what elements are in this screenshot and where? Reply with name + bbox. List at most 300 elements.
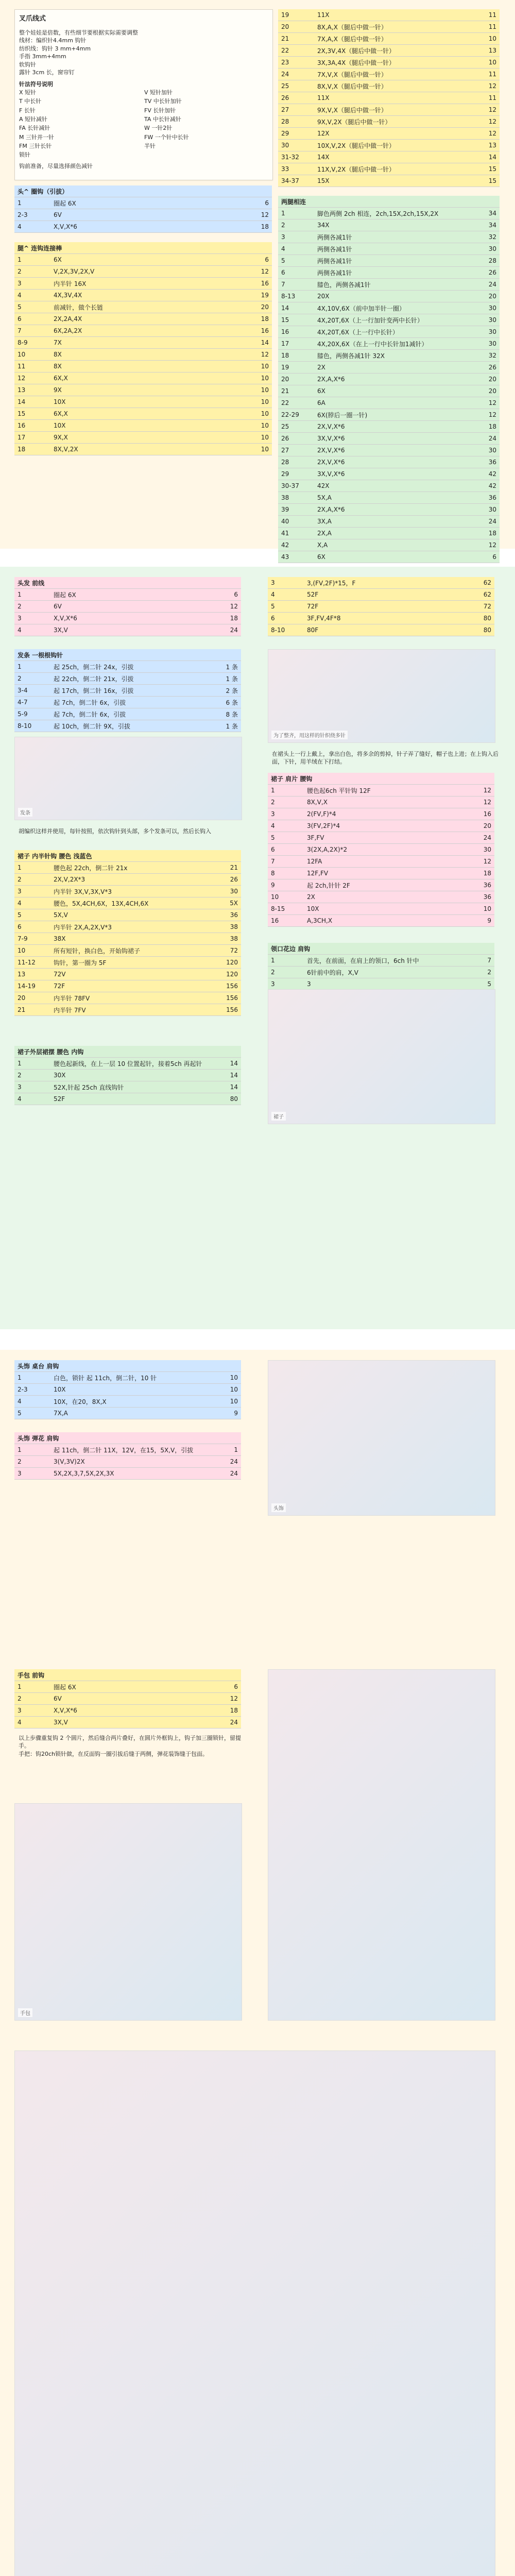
row-count-cell: 24 bbox=[488, 281, 496, 288]
abbr-item: FW 一个针中长针 bbox=[144, 133, 189, 141]
row-number-cell: 2 bbox=[18, 1072, 22, 1079]
row-count-cell: 30 bbox=[488, 328, 496, 335]
photo-bag bbox=[14, 1803, 242, 2021]
row-count-cell: 1 bbox=[234, 1446, 238, 1453]
table-row bbox=[14, 337, 272, 349]
table-flower bbox=[14, 1432, 241, 1480]
row-instruction-cell: 起 11ch，倒二针 11X，12V，在15，5X,V，引拔 bbox=[54, 1446, 194, 1454]
row-number-cell: 20 bbox=[18, 994, 26, 1002]
row-number-cell: 21 bbox=[281, 387, 289, 395]
row-count-cell: 18 bbox=[230, 615, 238, 622]
row-count-cell: 62 bbox=[483, 579, 491, 586]
row-instruction-cell: 42X bbox=[317, 482, 330, 489]
row-number-cell: 10 bbox=[18, 351, 26, 358]
row-instruction-cell: 内半针 16X bbox=[54, 280, 87, 287]
table-row bbox=[278, 385, 500, 397]
table-row bbox=[14, 1384, 241, 1396]
row-number-cell: 6 bbox=[18, 923, 22, 930]
row-count-cell: 6 bbox=[265, 256, 269, 263]
row-number-cell: 14 bbox=[281, 304, 289, 312]
table-row bbox=[14, 278, 272, 290]
table-row bbox=[14, 209, 272, 221]
row-number-cell: 2 bbox=[18, 876, 22, 883]
table-row bbox=[278, 362, 500, 374]
row-count-cell: 11 bbox=[488, 71, 496, 78]
row-number-cell: 28 bbox=[281, 459, 289, 466]
table-row bbox=[14, 349, 272, 361]
row-count-cell: 2 条 bbox=[226, 687, 238, 694]
row-number-cell: 25 bbox=[281, 82, 289, 90]
row-count-cell: 11 bbox=[488, 94, 496, 101]
row-number-cell: 3 bbox=[18, 280, 22, 287]
row-count-cell: 12 bbox=[488, 118, 496, 125]
table-row bbox=[14, 266, 272, 278]
table-row bbox=[278, 539, 500, 551]
row-number-cell: 2 bbox=[271, 799, 275, 806]
table-header-text: 裙子 肩片 腰钩 bbox=[271, 775, 313, 783]
table-header bbox=[14, 1432, 241, 1444]
table-row bbox=[14, 897, 241, 909]
table-row bbox=[278, 57, 500, 69]
row-instruction-cell: 6X(脖后一圈一针) bbox=[317, 411, 368, 419]
row-count-cell: 6 条 bbox=[226, 699, 238, 706]
abbr-item: W 一针2针 bbox=[144, 125, 173, 132]
row-number-cell: 4 bbox=[18, 223, 22, 230]
row-count-cell: 8 条 bbox=[226, 710, 238, 718]
table-row bbox=[278, 421, 500, 433]
row-number-cell: 4 bbox=[18, 626, 22, 634]
table-row bbox=[14, 862, 241, 874]
row-number-cell: 8-15 bbox=[271, 905, 285, 912]
row-number-cell: 26 bbox=[281, 94, 289, 101]
table-header bbox=[14, 577, 241, 589]
row-number-cell: 4 bbox=[271, 822, 275, 829]
table-row bbox=[278, 255, 500, 267]
row-number-cell: 18 bbox=[281, 352, 289, 359]
row-number-cell: 1 bbox=[18, 199, 22, 207]
row-number-cell: 1 bbox=[18, 1374, 22, 1381]
table-row bbox=[14, 221, 272, 233]
row-instruction-cell: 3X,V bbox=[54, 626, 68, 634]
row-count-cell: 10 bbox=[261, 422, 269, 429]
table-row bbox=[278, 33, 500, 45]
row-count-cell: 36 bbox=[483, 882, 491, 889]
row-number-cell: 11 bbox=[18, 363, 26, 370]
row-instruction-cell: 3X,V bbox=[54, 1719, 68, 1726]
row-number-cell: 39 bbox=[281, 506, 289, 513]
table-legs-join bbox=[278, 196, 500, 563]
row-instruction-cell: 72V bbox=[54, 971, 66, 978]
row-count-cell: 32 bbox=[488, 352, 496, 359]
row-instruction-cell: 6X,X bbox=[54, 375, 68, 382]
row-instruction-cell: 15X bbox=[317, 177, 330, 184]
materials-list bbox=[15, 26, 272, 173]
table-skirt-cont bbox=[268, 577, 494, 636]
row-instruction-cell: 3(V,3V)2X bbox=[54, 1458, 85, 1465]
table-row bbox=[268, 589, 494, 601]
table-header bbox=[14, 1046, 241, 1058]
row-number-cell: 3 bbox=[18, 1083, 22, 1091]
row-count-cell: 5 bbox=[487, 980, 491, 988]
row-number-cell: 15 bbox=[281, 316, 289, 324]
row-count-cell: 10 bbox=[261, 410, 269, 417]
row-instruction-cell: 8X bbox=[54, 363, 62, 370]
table-row bbox=[14, 945, 241, 957]
row-count-cell: 62 bbox=[483, 591, 491, 598]
row-instruction-cell: 10X，在20，8X,X bbox=[54, 1398, 107, 1405]
row-count-cell: 13 bbox=[488, 47, 496, 54]
row-instruction-cell: 3F,FV bbox=[307, 834, 324, 841]
row-count-cell: 1 条 bbox=[226, 722, 238, 730]
table-row bbox=[14, 1681, 241, 1693]
row-instruction-cell: 3F,FV,4F*8 bbox=[307, 615, 341, 622]
row-instruction-cell: 膝色，两侧各减1针 32X bbox=[317, 352, 385, 360]
row-number-cell: 29 bbox=[281, 130, 289, 137]
table-row bbox=[268, 624, 494, 636]
bottom-note: 钩前准备，尽量选择颜色减针 bbox=[19, 162, 93, 170]
table-row bbox=[14, 420, 272, 432]
row-instruction-cell: 圈起 6X bbox=[54, 591, 76, 599]
row-instruction-cell: 2X bbox=[317, 364, 325, 371]
row-instruction-cell: 52F bbox=[54, 1095, 65, 1103]
table-row bbox=[278, 243, 500, 255]
abbr-item: M 三针并一针 bbox=[19, 133, 54, 141]
abbr-item: A 短针减针 bbox=[19, 115, 48, 123]
row-number-cell: 5 bbox=[18, 911, 22, 919]
table-row bbox=[268, 978, 494, 990]
row-instruction-cell: 3,(FV,2F)*15，F bbox=[307, 579, 356, 587]
row-count-cell: 12 bbox=[488, 82, 496, 90]
table-row bbox=[14, 254, 272, 266]
row-number-cell: 3 bbox=[18, 888, 22, 895]
table-row bbox=[14, 372, 272, 384]
row-number-cell: 3 bbox=[18, 615, 22, 622]
row-number-cell: 16 bbox=[281, 328, 289, 335]
row-instruction-cell: 起 7ch，倒二针 6x，引拔 bbox=[54, 710, 126, 718]
row-number-cell: 10 bbox=[18, 947, 26, 954]
row-count-cell: 15 bbox=[488, 165, 496, 173]
table-row bbox=[278, 9, 500, 21]
row-number-cell: 1 bbox=[271, 957, 275, 964]
row-number-cell: 3-4 bbox=[18, 687, 28, 694]
row-number-cell: 4 bbox=[18, 900, 22, 907]
row-count-cell: 34 bbox=[488, 210, 496, 217]
row-number-cell: 2 bbox=[18, 1458, 22, 1465]
table-row bbox=[14, 1004, 241, 1016]
row-instruction-cell: 8X,V,2X bbox=[54, 446, 78, 453]
row-count-cell: 18 bbox=[261, 223, 269, 230]
table-row bbox=[268, 601, 494, 613]
row-instruction-cell: V,2X,3V,2X,V bbox=[54, 268, 95, 275]
row-instruction-cell: 起 22ch，倒二针 21x，引拔 bbox=[54, 675, 134, 683]
row-instruction-cell: X,V,X*6 bbox=[54, 223, 77, 230]
row-number-cell: 22 bbox=[281, 47, 289, 54]
row-instruction-cell: 6X,X bbox=[54, 410, 68, 417]
row-number-cell: 13 bbox=[18, 971, 26, 978]
row-instruction-cell: 7X,V,X（腿后中做一针） bbox=[317, 71, 387, 78]
row-number-cell: 6 bbox=[18, 315, 22, 323]
row-count-cell: 12 bbox=[483, 858, 491, 865]
row-count-cell: 10 bbox=[261, 363, 269, 370]
row-instruction-cell: 4X,20T,6X（上一行中长针） bbox=[317, 328, 399, 336]
row-number-cell: 4 bbox=[271, 591, 275, 598]
row-number-cell: 5-9 bbox=[18, 710, 28, 718]
row-number-cell: 43 bbox=[281, 553, 289, 561]
table-row bbox=[278, 116, 500, 128]
row-instruction-cell: 5X,2X,3,7,5X,2X,3X bbox=[54, 1470, 114, 1477]
row-number-cell: 2 bbox=[271, 969, 275, 976]
table-row bbox=[268, 577, 494, 589]
table-header bbox=[268, 773, 494, 785]
row-count-cell: 20 bbox=[488, 387, 496, 395]
row-number-cell: 4 bbox=[18, 1398, 22, 1405]
table-row bbox=[268, 967, 494, 978]
row-instruction-cell: 9X,X bbox=[54, 434, 68, 441]
row-number-cell: 2 bbox=[18, 268, 22, 275]
row-instruction-cell: 9X,V,X（腿后中做一针） bbox=[317, 106, 387, 114]
row-instruction-cell: 3X,A bbox=[317, 518, 332, 525]
row-number-cell: 1 bbox=[18, 864, 22, 871]
table-header-text: 头饰 桌台 肩钩 bbox=[18, 1362, 59, 1370]
row-count-cell: 1 条 bbox=[226, 675, 238, 683]
row-number-cell: 8-9 bbox=[18, 339, 28, 346]
row-instruction-cell: 6X bbox=[317, 553, 325, 561]
row-count-cell: 34 bbox=[488, 222, 496, 229]
row-instruction-cell: 2(FV,F)*4 bbox=[307, 810, 336, 818]
row-instruction-cell: 12FA bbox=[307, 858, 322, 865]
table-bag bbox=[14, 1669, 241, 1728]
row-number-cell: 14 bbox=[18, 398, 26, 405]
row-number-cell: 3 bbox=[271, 810, 275, 818]
row-count-cell: 42 bbox=[488, 482, 496, 489]
table-row bbox=[278, 175, 500, 187]
row-number-cell: 5 bbox=[271, 834, 275, 841]
row-number-cell: 4 bbox=[18, 1719, 22, 1726]
row-instruction-cell: 7X,A bbox=[54, 1410, 68, 1417]
abbr-title: 针法符号说明 bbox=[19, 81, 53, 88]
row-instruction-cell: 12F,FV bbox=[307, 870, 329, 877]
row-number-cell: 23 bbox=[281, 59, 289, 66]
table-header-text: 头^ 圈钩（引拔） bbox=[18, 188, 68, 195]
row-count-cell: 2 bbox=[487, 969, 491, 976]
row-instruction-cell: 72F bbox=[307, 603, 319, 610]
table-header bbox=[14, 242, 272, 254]
row-count-cell: 80 bbox=[230, 1095, 238, 1103]
row-instruction-cell: 80F bbox=[307, 626, 319, 634]
row-count-cell: 36 bbox=[483, 893, 491, 901]
table-row bbox=[14, 697, 241, 708]
abbr-item: FM 三针长针 bbox=[19, 143, 52, 150]
photo-dress bbox=[268, 989, 495, 1124]
row-number-cell: 38 bbox=[281, 494, 289, 501]
row-number-cell: 3 bbox=[18, 1707, 22, 1714]
row-instruction-cell: 脚色两侧 2ch 相连，2ch,15X,2ch,15X,2X bbox=[317, 210, 439, 217]
row-instruction-cell: 内半针 7FV bbox=[54, 1006, 86, 1014]
row-number-cell: 27 bbox=[281, 106, 289, 113]
row-count-cell: 18 bbox=[261, 315, 269, 323]
table-row bbox=[278, 326, 500, 338]
row-count-cell: 16 bbox=[261, 280, 269, 287]
row-instruction-cell: 2X,A,X*6 bbox=[317, 376, 345, 383]
material-item: 纺织线：钩针 3 mm+4mm bbox=[19, 45, 91, 52]
table-row bbox=[14, 886, 241, 897]
row-count-cell: 120 bbox=[226, 971, 238, 978]
row-number-cell: 1 bbox=[18, 1683, 22, 1690]
row-number-cell: 7 bbox=[271, 858, 275, 865]
row-count-cell: 13 bbox=[488, 142, 496, 149]
abbr-item: X 短针 bbox=[19, 89, 37, 96]
row-count-cell: 28 bbox=[488, 257, 496, 264]
row-count-cell: 38 bbox=[230, 923, 238, 930]
row-instruction-cell: 腰色起 22ch，倒二针 21x bbox=[54, 864, 128, 872]
row-instruction-cell: 10X bbox=[307, 905, 319, 912]
row-count-cell: 24 bbox=[230, 1719, 238, 1726]
row-instruction-cell: 4X,3V,4X bbox=[54, 292, 82, 299]
intro-card bbox=[14, 9, 273, 180]
table-row bbox=[278, 219, 500, 231]
table-row bbox=[278, 231, 500, 243]
row-instruction-cell: 3X,V,X*6 bbox=[317, 470, 345, 478]
table-hair-front bbox=[14, 577, 241, 636]
row-instruction-cell: 5X,A bbox=[317, 494, 332, 501]
hat-text: 在裙头上一行上戴上，拿出白色，将多余的剪掉，针子弄了缝好，帽子也上进；在上钩入后面，下针，用羊绒在下打结。 bbox=[272, 751, 499, 766]
row-instruction-cell: X,V,X*6 bbox=[54, 1707, 77, 1714]
photo-headwear bbox=[268, 1360, 495, 1516]
table-row bbox=[14, 1058, 241, 1070]
table-collar bbox=[268, 943, 494, 990]
row-count-cell: 12 bbox=[261, 268, 269, 275]
row-count-cell: 10 bbox=[483, 905, 491, 912]
table-header bbox=[14, 649, 241, 661]
table-row bbox=[14, 197, 272, 209]
table-row bbox=[14, 1408, 241, 1419]
row-instruction-cell: 7X,A,X（腿后中做一针） bbox=[317, 35, 387, 43]
row-count-cell: 21 bbox=[230, 864, 238, 871]
row-number-cell: 5 bbox=[281, 257, 285, 264]
table-row bbox=[278, 456, 500, 468]
table-row bbox=[14, 708, 241, 720]
row-count-cell: 36 bbox=[488, 459, 496, 466]
row-instruction-cell: 膝色，两侧各减1针 bbox=[317, 281, 371, 289]
row-number-cell: 2 bbox=[18, 675, 22, 682]
row-instruction-cell: X,V,X*6 bbox=[54, 615, 77, 622]
table-row bbox=[14, 933, 241, 945]
row-instruction-cell: 8X,V,X（腿后中做一针） bbox=[317, 82, 387, 90]
row-count-cell: 5X bbox=[230, 900, 238, 907]
row-number-cell: 21 bbox=[281, 35, 289, 42]
row-count-cell: 11 bbox=[488, 23, 496, 30]
table-row bbox=[14, 685, 241, 697]
row-instruction-cell: 6A bbox=[317, 399, 325, 406]
table-header-text: 发条 一根根钩针 bbox=[18, 651, 63, 659]
row-count-cell: 10 bbox=[261, 375, 269, 382]
row-instruction-cell: X,A bbox=[317, 541, 328, 549]
table-header bbox=[14, 1669, 241, 1681]
table-row bbox=[268, 903, 494, 915]
row-instruction-cell: 腰色，5X,4CH,6X，13X,4CH,6X bbox=[54, 900, 149, 907]
table-row bbox=[278, 374, 500, 385]
row-instruction-cell: 2X bbox=[307, 893, 315, 901]
row-instruction-cell: 两侧各减1针 bbox=[317, 233, 352, 241]
row-count-cell: 12 bbox=[261, 351, 269, 358]
row-number-cell: 34-37 bbox=[281, 177, 299, 184]
row-count-cell: 36 bbox=[230, 911, 238, 919]
row-count-cell: 24 bbox=[230, 626, 238, 634]
row-count-cell: 18 bbox=[488, 423, 496, 430]
row-number-cell: 17 bbox=[18, 434, 26, 441]
row-count-cell: 10 bbox=[261, 434, 269, 441]
table-row bbox=[268, 891, 494, 903]
table-row bbox=[278, 104, 500, 116]
row-number-cell: 6 bbox=[281, 269, 285, 276]
row-number-cell: 16 bbox=[271, 917, 279, 924]
row-number-cell: 1 bbox=[18, 1446, 22, 1453]
table-row bbox=[14, 957, 241, 969]
row-count-cell: 26 bbox=[230, 876, 238, 883]
row-number-cell: 22 bbox=[281, 399, 289, 406]
row-count-cell: 12 bbox=[488, 130, 496, 137]
row-number-cell: 11-12 bbox=[18, 959, 36, 966]
row-instruction-cell: 3(2X,A,2X)*2 bbox=[307, 846, 348, 853]
row-number-cell: 20 bbox=[281, 376, 289, 383]
table-row bbox=[14, 1444, 241, 1456]
table-row bbox=[278, 69, 500, 80]
abbr-item: T 中长针 bbox=[19, 98, 42, 105]
table-row bbox=[14, 1093, 241, 1105]
table-hair-strands bbox=[14, 649, 241, 732]
table-row bbox=[14, 1705, 241, 1717]
row-count-cell: 26 bbox=[488, 364, 496, 371]
row-count-cell: 10 bbox=[230, 1374, 238, 1381]
row-instruction-cell: 起 10ch，倒二针 9X，引拔 bbox=[54, 722, 130, 730]
row-number-cell: 26 bbox=[281, 435, 289, 442]
table-header-text: 领口花边 肩钩 bbox=[271, 945, 311, 953]
row-count-cell: 10 bbox=[230, 1386, 238, 1393]
row-number-cell: 21 bbox=[18, 1006, 26, 1013]
row-number-cell: 7-9 bbox=[18, 935, 28, 942]
row-number-cell: 19 bbox=[281, 11, 289, 19]
table-row bbox=[278, 480, 500, 492]
row-count-cell: 18 bbox=[488, 530, 496, 537]
row-instruction-cell: 首先，在前面，在肩上的领口，6ch 针中 bbox=[307, 957, 419, 964]
row-instruction-cell: 内半针 78FV bbox=[54, 994, 90, 1002]
abbr-item: 锁针 bbox=[19, 151, 30, 159]
table-header bbox=[14, 185, 272, 197]
table-row bbox=[14, 874, 241, 886]
row-count-cell: 18 bbox=[230, 1707, 238, 1714]
row-instruction-cell: 11X bbox=[317, 94, 330, 101]
row-instruction-cell: 10X,V,2X（腿后中做一针） bbox=[317, 142, 396, 149]
row-instruction-cell: 起 2ch,针针 2F bbox=[307, 882, 350, 889]
row-instruction-cell: 腰色起6ch 平针钩 12F bbox=[307, 787, 371, 794]
table-row bbox=[278, 397, 500, 409]
row-count-cell: 10 bbox=[261, 398, 269, 405]
row-number-cell: 28 bbox=[281, 118, 289, 125]
row-number-cell: 2-3 bbox=[18, 211, 28, 218]
photo-steps bbox=[268, 1669, 495, 2021]
table-shoulder bbox=[268, 773, 494, 927]
row-count-cell: 10 bbox=[488, 35, 496, 42]
table-row bbox=[14, 432, 272, 444]
table-leg bbox=[14, 242, 272, 455]
row-number-cell: 1 bbox=[18, 663, 22, 670]
row-instruction-cell: 4X,20T,6X（上一行加针变两中长针） bbox=[317, 316, 423, 324]
table-row bbox=[268, 785, 494, 796]
row-instruction-cell: 11X bbox=[317, 11, 330, 19]
row-instruction-cell: 6X bbox=[317, 387, 325, 395]
row-instruction-cell: 72F bbox=[54, 982, 65, 990]
row-instruction-cell: 3X,V,X*6 bbox=[317, 435, 345, 442]
